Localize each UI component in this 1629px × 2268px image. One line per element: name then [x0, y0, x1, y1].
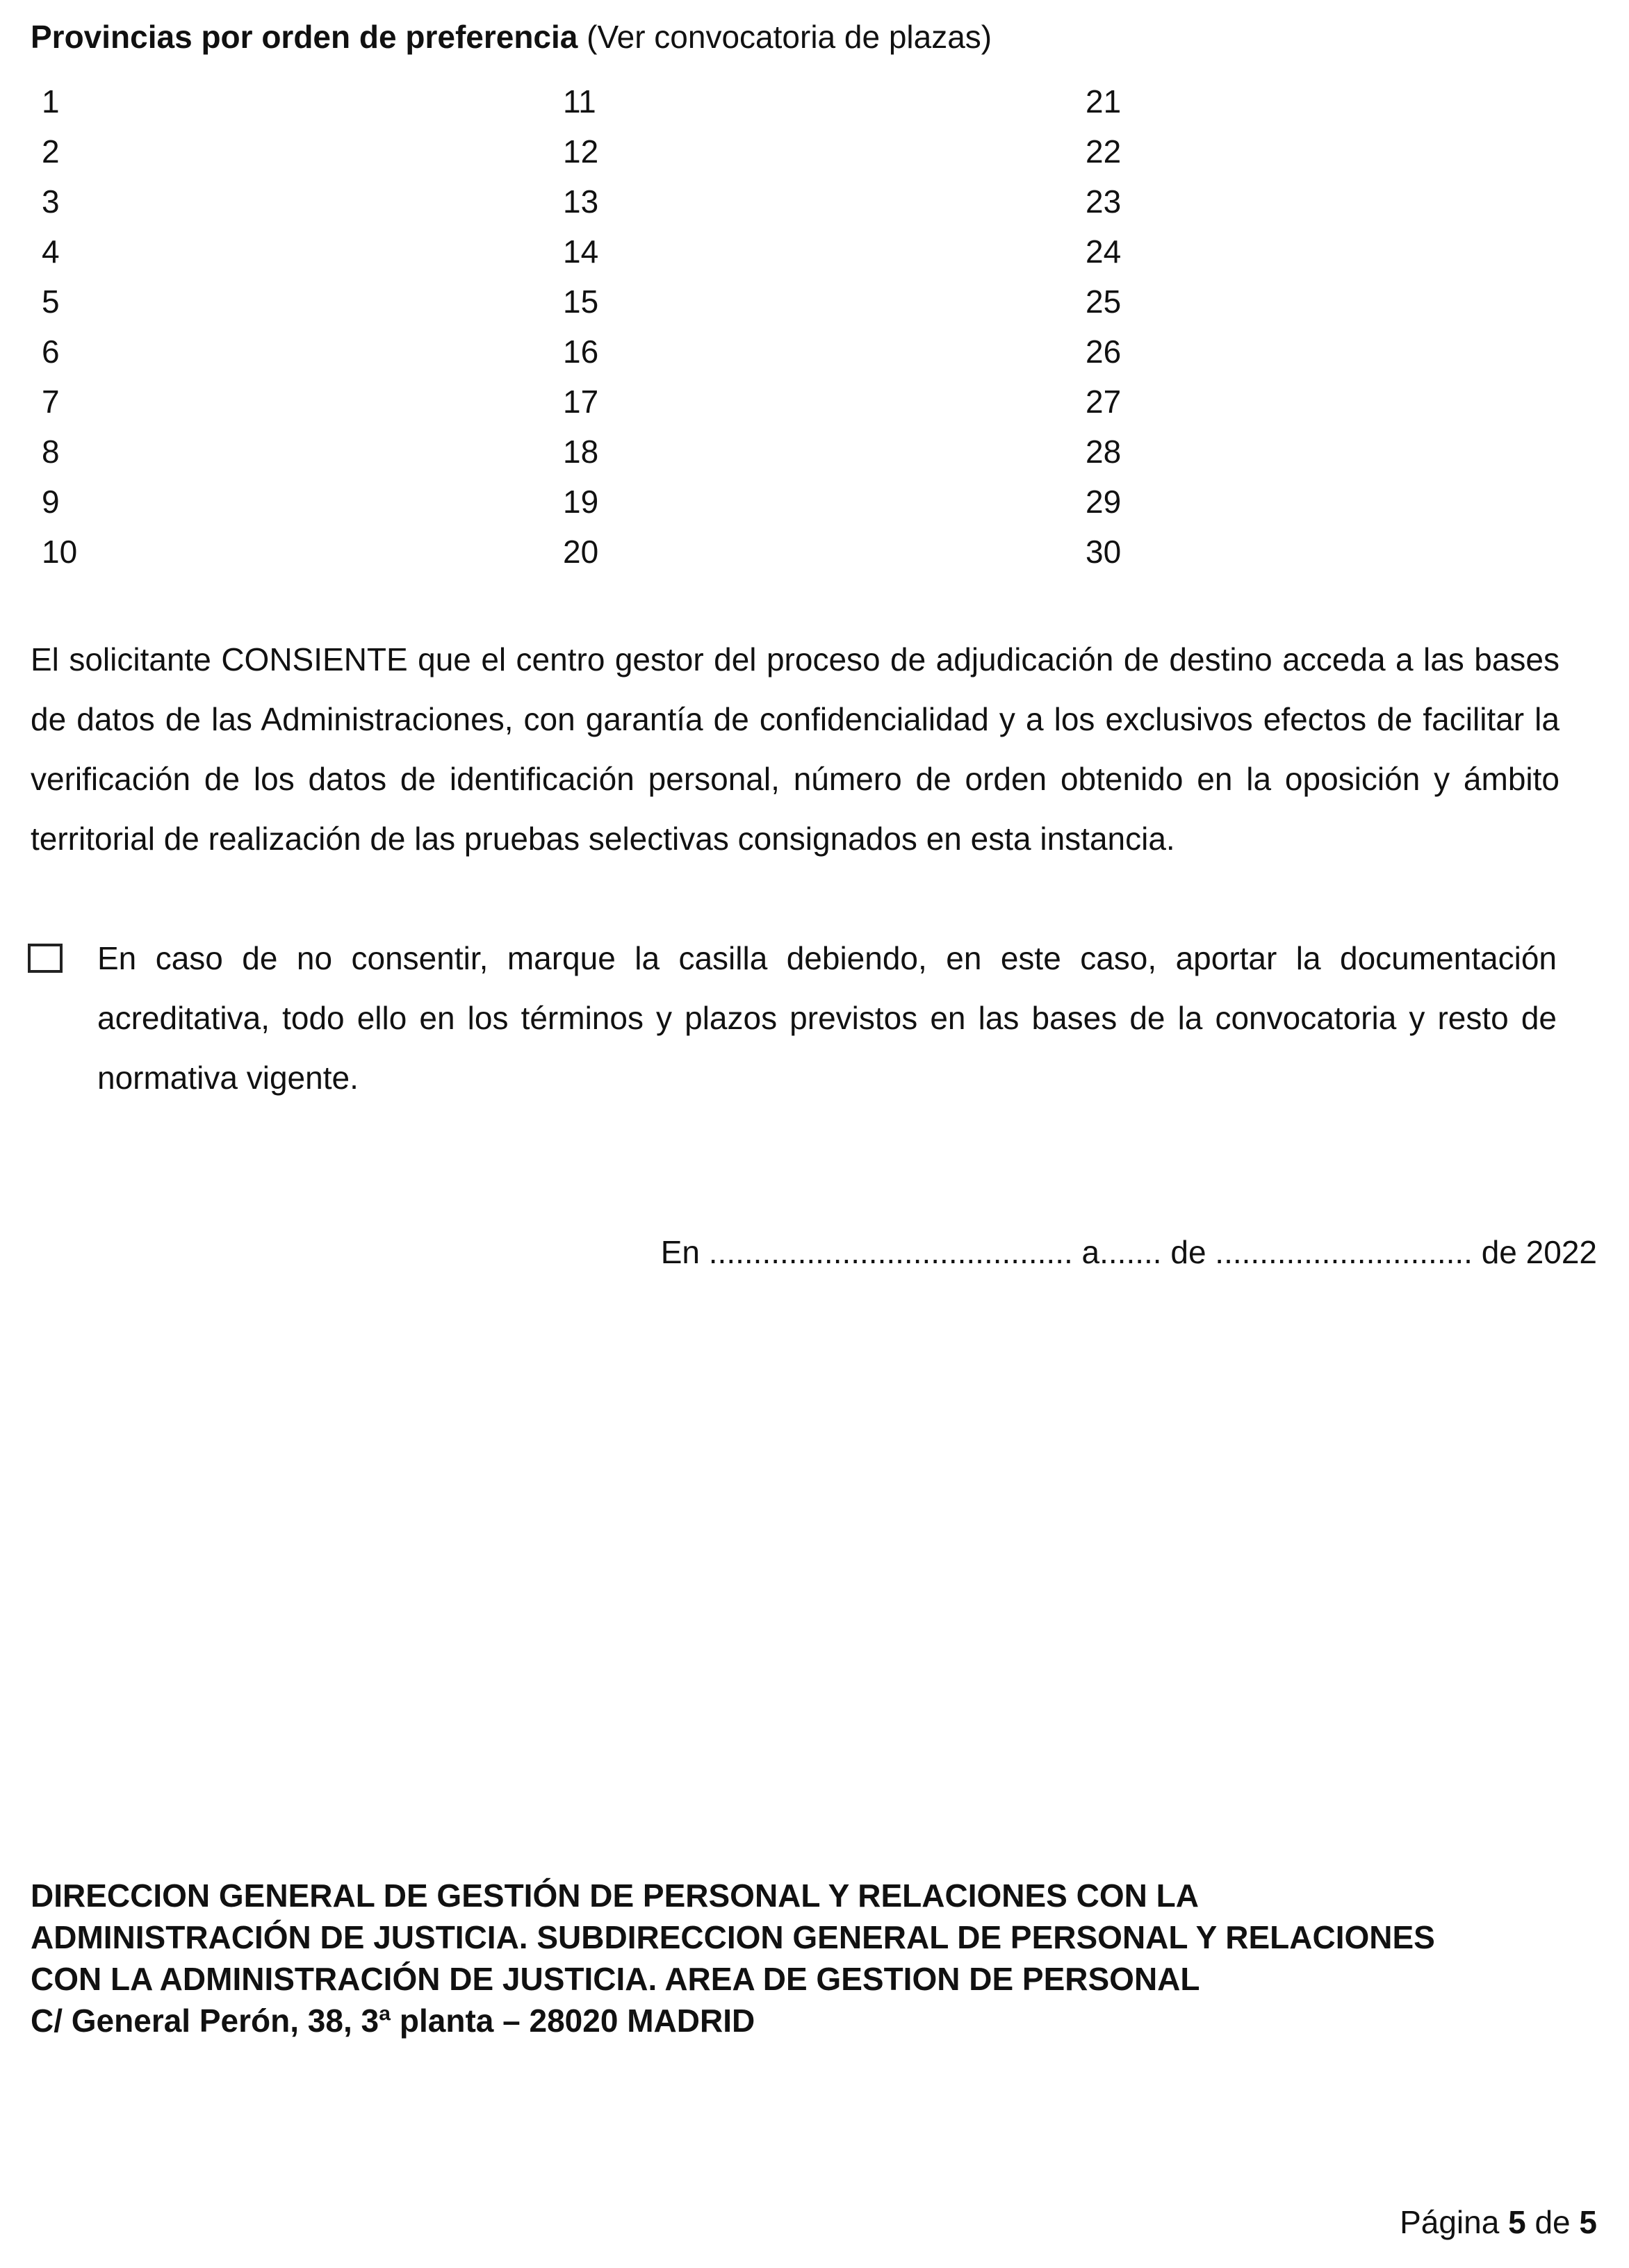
province-row	[0, 176, 1629, 227]
province-slot-number: 16	[563, 334, 599, 370]
province-slot-number: 7	[42, 384, 60, 420]
province-slot-number: 30	[1086, 534, 1122, 570]
page-number-separator: de	[1534, 2204, 1571, 2240]
province-slot-number: 5	[42, 284, 60, 320]
province-row	[0, 377, 1629, 427]
province-row	[0, 477, 1629, 527]
no-consent-checkbox[interactable]	[28, 944, 63, 973]
province-row	[0, 126, 1629, 176]
province-row	[0, 76, 1629, 126]
province-slot-number: 17	[563, 384, 599, 420]
footer-address-line: ADMINISTRACIÓN DE JUSTICIA. SUBDIRECCION GENERAL DE PERSONAL Y RELACIONES	[31, 1919, 1435, 1955]
province-slot-number: 29	[1086, 484, 1122, 520]
page-number-prefix: Página	[1400, 2204, 1500, 2240]
date-place-line: En ......................................... a....... de ............................. de 2022	[660, 1234, 1597, 1270]
province-row	[0, 277, 1629, 327]
province-slot-number: 12	[563, 133, 599, 170]
province-slot-number: 20	[563, 534, 599, 570]
province-row	[0, 527, 1629, 577]
province-slot-number: 10	[42, 534, 78, 570]
page-number-current: 5	[1508, 2204, 1526, 2240]
province-slot-number: 1	[42, 83, 60, 120]
province-slot-number: 22	[1086, 133, 1122, 170]
province-slot-number: 23	[1086, 183, 1122, 220]
footer-address-line: DIRECCION GENERAL DE GESTIÓN DE PERSONAL Y RELACIONES CON LA	[31, 1877, 1199, 1914]
province-slot-number: 11	[563, 83, 596, 120]
footer-address-line: CON LA ADMINISTRACIÓN DE JUSTICIA. AREA DE GESTION DE PERSONAL	[31, 1961, 1200, 1997]
province-slot-number: 18	[563, 434, 599, 470]
provinces-section-title	[31, 17, 992, 57]
provinces-title-note: (Ver convocatoria de plazas)	[587, 19, 992, 55]
province-slot-number: 8	[42, 434, 60, 470]
province-slot-number: 28	[1086, 434, 1122, 470]
consent-paragraph: El solicitante CONSIENTE que el centro gestor del proceso de adjudicación de destino acceda a las bases de datos de las Administraciones, con garantía de confidencialidad y a los exclusivos efectos de facilitar la verificación de los datos de identificación personal, número de orden obtenido en la oposición y ámbito territorial de realización de las pruebas selectivas consignados en esta instancia.	[31, 641, 1560, 857]
province-row	[0, 427, 1629, 477]
footer-address-line: C/ General Perón, 38, 3ª planta – 28020 MADRID	[31, 2003, 755, 2039]
province-slot-number: 15	[563, 284, 599, 320]
province-slot-number: 14	[563, 233, 599, 270]
province-slot-number: 26	[1086, 334, 1122, 370]
page-number	[1400, 2201, 1597, 2243]
province-slot-number: 19	[563, 484, 599, 520]
province-slot-number: 9	[42, 484, 60, 520]
province-slot-number: 21	[1086, 83, 1122, 120]
province-slot-number: 24	[1086, 233, 1122, 270]
province-slot-number: 25	[1086, 284, 1122, 320]
province-row	[0, 327, 1629, 377]
no-consent-label: En caso de no consentir, marque la casilla debiendo, en este caso, aportar la documentación acreditativa, todo ello en los términos y plazos previstos en las bases de la convocatoria y resto de normativa vigente.	[97, 940, 1557, 1096]
province-slot-number: 6	[42, 334, 60, 370]
page-number-total: 5	[1579, 2204, 1597, 2240]
province-slot-number: 13	[563, 183, 599, 220]
province-slot-number: 4	[42, 233, 60, 270]
provinces-title-bold: Provincias por orden de preferencia	[31, 19, 578, 55]
province-slot-number: 27	[1086, 384, 1122, 420]
footer-address	[31, 1875, 1601, 2041]
province-row	[0, 227, 1629, 277]
province-slot-number: 2	[42, 133, 60, 170]
province-slot-number: 3	[42, 183, 60, 220]
